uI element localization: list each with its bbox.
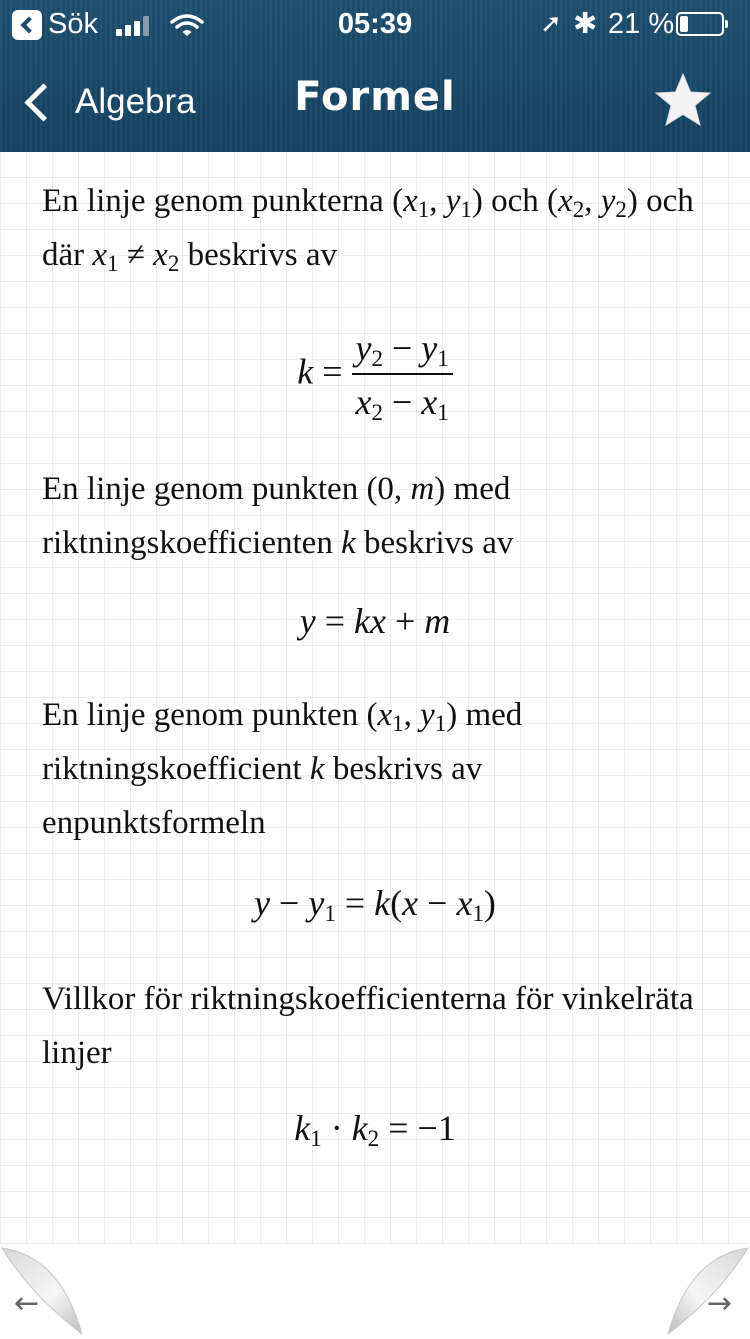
subscript: 1	[437, 400, 449, 425]
var: k	[351, 1108, 368, 1148]
text: −	[418, 883, 457, 923]
var: kx	[354, 601, 386, 641]
var: x	[92, 237, 108, 273]
battery-percent: 21 %	[608, 8, 675, 40]
subscript: 1	[392, 711, 404, 736]
top-bar	[0, 0, 750, 152]
text: ,	[584, 183, 601, 219]
text: ) och där	[42, 183, 694, 273]
status-bar	[0, 0, 750, 52]
var: y	[355, 328, 372, 368]
subscript: 1	[437, 346, 449, 371]
text: )	[483, 883, 496, 923]
paragraph-perpendicular	[42, 972, 712, 1080]
text: En linje genom punkterna (	[42, 183, 404, 219]
subscript: 1	[434, 711, 447, 736]
text: +	[385, 601, 425, 641]
var: m	[410, 471, 435, 507]
var: y	[420, 697, 435, 733]
denominator	[352, 375, 453, 423]
text: En linje genom punkten (0,	[42, 471, 411, 507]
text: −	[270, 883, 309, 923]
battery-icon	[676, 12, 724, 36]
formula-slope	[0, 327, 750, 423]
subscript: 1	[324, 901, 336, 926]
next-page-button[interactable]	[640, 1244, 750, 1334]
bluetooth-icon: ✱	[573, 8, 598, 40]
text: beskrivs av enpunktsformeln	[42, 751, 483, 841]
text: =	[315, 601, 354, 641]
text: beskrivs av	[179, 237, 337, 273]
text: −	[382, 328, 422, 368]
var: k	[294, 1108, 311, 1148]
var: y	[254, 883, 271, 923]
text: ·	[321, 1108, 352, 1148]
var: y	[600, 183, 616, 219]
previous-page-button[interactable]	[0, 1244, 110, 1334]
text: (	[390, 883, 403, 923]
var: x	[377, 697, 393, 733]
text: =	[313, 351, 352, 392]
text: =	[335, 883, 375, 923]
text: = −1	[379, 1108, 456, 1148]
back-button-label: Algebra	[75, 82, 196, 121]
fraction	[352, 327, 453, 423]
text: ≠	[118, 237, 154, 273]
var: y	[445, 183, 461, 219]
text: −	[382, 382, 422, 422]
star-icon[interactable]	[652, 70, 714, 132]
paragraph-point-slope	[42, 688, 712, 850]
var: x	[403, 183, 418, 219]
subscript: 1	[472, 901, 484, 926]
location-icon: ➚	[540, 8, 562, 38]
back-to-app-label[interactable]: Sök	[48, 8, 98, 40]
page-turn-bar	[0, 1244, 750, 1334]
var: x	[153, 237, 168, 273]
var: m	[424, 601, 451, 641]
var: x	[558, 183, 573, 219]
subscript: 1	[310, 1126, 322, 1151]
navigation-bar	[0, 52, 750, 152]
subscript: 2	[167, 251, 180, 276]
subscript: 2	[367, 1126, 380, 1151]
var: y	[421, 328, 438, 368]
paragraph-intercept-line	[42, 462, 712, 570]
text: Villkor för riktningskoefficienterna för vinkelräta linjer	[42, 981, 694, 1071]
subscript: 1	[417, 197, 430, 222]
subscript: 2	[371, 346, 383, 371]
numerator	[352, 327, 453, 375]
var: x	[421, 382, 438, 422]
var: x	[402, 883, 419, 923]
formula-content	[0, 152, 750, 1244]
status-time: 05:39	[337, 8, 413, 40]
subscript: 1	[107, 251, 119, 276]
var: y	[308, 883, 325, 923]
var: k	[341, 525, 356, 561]
var: k	[297, 351, 314, 392]
text: ) med riktningskoefficient	[42, 697, 523, 787]
subscript: 2	[371, 400, 383, 425]
var: x	[456, 883, 473, 923]
text: ,	[403, 697, 421, 733]
text: ,	[429, 183, 446, 219]
battery-fill	[680, 16, 688, 32]
var: k	[374, 883, 391, 923]
formula-line-equation	[0, 600, 750, 642]
subscript: 1	[460, 197, 472, 222]
arrow-right-icon: →	[706, 1286, 732, 1321]
var: y	[299, 601, 316, 641]
text: ) med riktningskoefficienten	[42, 471, 511, 561]
text: En linje genom punkten (	[42, 697, 378, 733]
arrow-left-icon: ←	[14, 1286, 40, 1321]
formula-point-slope	[0, 882, 750, 924]
text: beskrivs av	[355, 525, 514, 561]
formula-perpendicular	[0, 1107, 750, 1149]
text: ) och (	[471, 183, 559, 219]
paragraph-two-point-line	[42, 174, 712, 282]
page-curl-right-icon	[640, 1244, 750, 1334]
page-title: Formel	[294, 74, 456, 120]
var: k	[309, 751, 325, 787]
subscript: 2	[615, 197, 627, 222]
subscript: 2	[572, 197, 585, 222]
var: x	[355, 382, 372, 422]
